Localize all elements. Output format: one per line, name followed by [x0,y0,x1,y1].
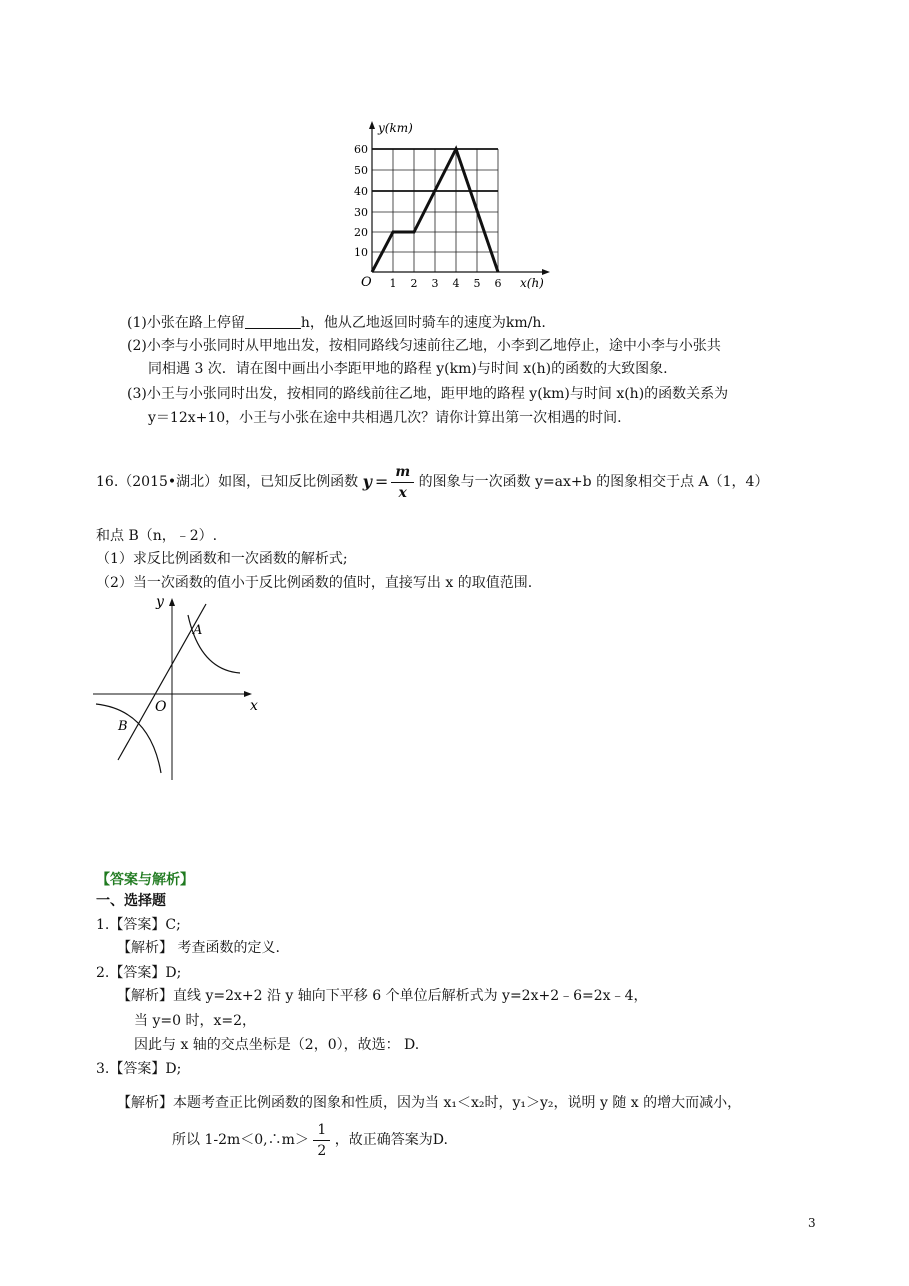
x-tick: 6 [494,277,502,290]
answer-3-line2: 所以 1-2m＜0,∴m＞ $\frac{1}{2}$ ，故正确答案为D. [172,1121,448,1159]
y-tick: 40 [354,185,368,198]
graph-y-label: y [156,594,164,610]
distance-time-graph [350,115,560,295]
point-b-label: B [118,719,128,734]
q15-part3-line2: y＝12x+10，小王与小张在途中共相遇几次？请你计算出第一次相遇的时间. [148,410,622,426]
point-a-label: A [193,623,203,638]
origin-label: O [361,275,372,290]
x-tick: 4 [452,277,460,290]
x-tick: 2 [410,277,418,290]
q15-part2-line2: 同相遇 3 次．请在图中画出小李距甲地的路程 y(km)与时间 x(h)的函数的大致图象. [148,361,668,377]
answer-blank[interactable] [245,314,301,329]
answers-header: 【答案与解析】 [96,872,194,888]
answer-3-explanation: 【解析】本题考查正比例函数的图象和性质，因为当 x₁＜x₂时，y₁＞y₂，说明 y 随 x 的增大而减小， [117,1095,742,1111]
x-tick: 5 [473,277,481,290]
q15-part3-line1: (3)小王与小张同时出发，按相同的路线前往乙地，距甲地的路程 y(km)与时间 x(h)的函数关系为 [127,386,729,402]
q16-part2: （2）当一次函数的值小于反比例函数的值时，直接写出 x 的取值范围. [96,575,533,591]
x-tick: 1 [389,277,397,290]
y-tick: 50 [354,164,368,177]
answer-1: 1.【答案】C; [96,917,181,933]
y-axis-label: y(km) [378,121,413,135]
x-tick: 3 [431,277,439,290]
answer-2-line3: 因此与 x 轴的交点坐标是（2，0），故选： D. [134,1037,420,1053]
answer-2: 2.【答案】D; [96,965,182,981]
answer-1-explanation: 【解析】 考查函数的定义. [117,940,280,956]
q16-stem: 16.（2015•湖北）如图，已知反比例函数 y = $\frac{m}{x}$ 的图象与一次函数 y=ax+b 的图象相交于点 A（1，4） [96,460,768,504]
y-tick: 20 [354,226,368,239]
q16-part1: （1）求反比例函数和一次函数的解析式; [96,551,348,567]
page-number: 3 [808,1216,816,1230]
graph-origin-label: O [155,699,167,715]
x-axis-label: x(h) [520,276,544,290]
y-tick: 10 [354,246,368,259]
y-tick: 30 [354,206,368,219]
q16-line2: 和点 B（n，﹣2）. [96,528,218,544]
y-tick: 60 [354,143,368,156]
answer-3: 3.【答案】D; [96,1061,182,1077]
q15-part2-line1: (2)小李与小张同时从甲地出发，按相同路线匀速前往乙地，小李到乙地停止，途中小李与小张共 [127,338,721,354]
graph-x-label: x [250,698,258,714]
inverse-function-formula: y = $\frac{m}{x}$ [363,460,415,504]
section-title: 一、选择题 [96,893,166,909]
answer-2-explanation: 【解析】直线 y=2x+2 沿 y 轴向下平移 6 个单位后解析式为 y=2x+2﹣6=2x﹣4， [117,988,648,1004]
half-fraction: $\frac{1}{2}$ [313,1120,330,1161]
answer-2-line2: 当 y=0 时，x=2， [134,1013,256,1029]
function-graph [88,590,273,785]
q15-part1: (1)小张在路上停留 h，他从乙地返回时骑车的速度为km/h. [127,315,546,331]
